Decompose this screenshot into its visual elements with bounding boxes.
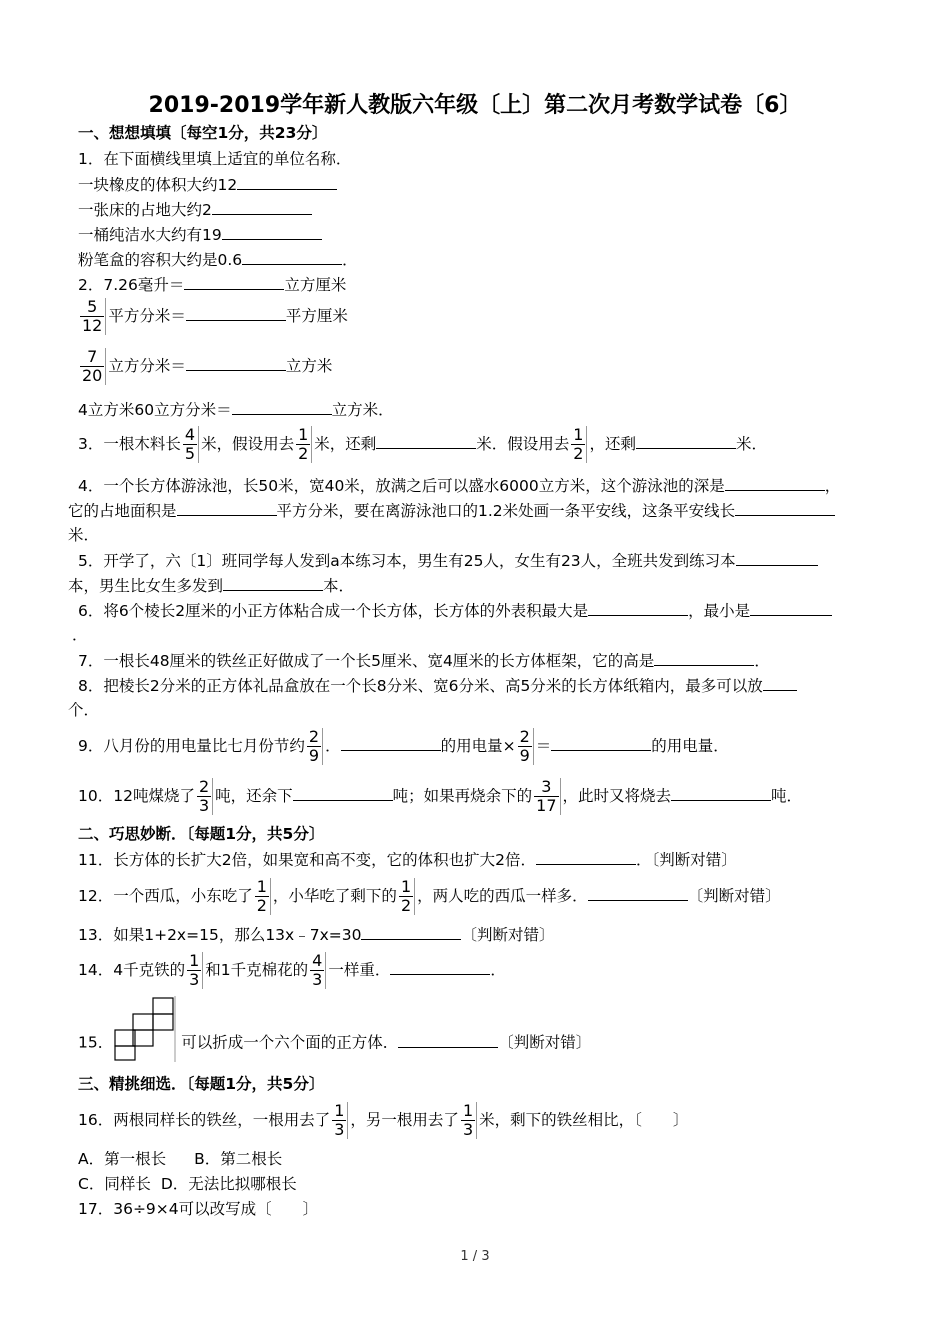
q16-options-ab: [78, 1148, 282, 1170]
q4-line2: 它的占地面积是 平方分米，要在离游泳池口的1.2米处画一条平安线，这条平安线长: [68, 499, 835, 522]
fraction: $\frac{5}{12}$: [80, 298, 106, 335]
answer-blank[interactable]: [184, 273, 284, 290]
q1b: 一张床的占地大约2: [78, 198, 312, 221]
q11: 11．长方体的长扩大2倍，如果宽和高不变，它的体积也扩大2倍． ．〔判断对错〕: [78, 848, 737, 871]
answer-blank[interactable]: [186, 354, 286, 371]
section-1-heading: 一、想想填填〔每空1分，共23分〕: [78, 124, 328, 142]
q1-text: 1．在下面横线里填上适宜的单位名称．: [78, 150, 352, 168]
answer-blank[interactable]: [376, 432, 476, 449]
q6: 6．将6个棱长2厘米的小正方体粘合成一个长方体，长方体的外表积最大是 ，最小是: [78, 599, 832, 622]
answer-blank[interactable]: [725, 474, 825, 491]
answer-blank[interactable]: [671, 784, 771, 801]
answer-blank[interactable]: [293, 784, 393, 801]
page-title: 2019-2019学年新人教版六年级〔上〕第二次月考数学试卷〔6〕: [148, 93, 802, 118]
q1a: 一块橡皮的体积大约12: [78, 173, 337, 196]
q8-line1: 8．把棱长2分米的正方体礼品盒放在一个长8分米、宽6分米、高5分米的长方体纸箱内，最多可以放: [78, 674, 797, 697]
option-d[interactable]: D．无法比拟哪根长: [160, 1175, 297, 1193]
q6-end: ．: [72, 626, 88, 644]
option-a[interactable]: A．第一根长: [78, 1150, 167, 1168]
fraction: $\frac{2}{9}$: [518, 728, 534, 765]
q2b: $\frac{5}{12}$ 平方分米＝ 平方厘米: [82, 297, 348, 335]
q9: 9．八月份的用电量比七月份节约 $\frac{2}{9}$ ． 的用电量× $\frac{2}{9}$ ＝ 的用电量．: [78, 727, 729, 765]
q16: 16．两根同样长的铁丝，一根用去了 $\frac{1}{3}$ ，另一根用去了 $\frac{1}{3}$ 米，剩下的铁丝相比，〔 〕: [78, 1101, 689, 1139]
answer-blank[interactable]: [390, 958, 490, 975]
q7: 7．一根长48厘米的铁丝正好做成了一个长5厘米、宽4厘米的长方体框架，它的高是 ．: [78, 649, 770, 672]
q16-options-cd: [78, 1173, 297, 1195]
fraction: $\frac{4}{3}$: [310, 952, 326, 989]
answer-blank[interactable]: [551, 734, 651, 751]
fraction: $\frac{1}{3}$: [332, 1102, 348, 1139]
fraction: $\frac{2}{9}$: [307, 728, 323, 765]
answer-blank[interactable]: [654, 649, 754, 666]
fraction: $\frac{1}{3}$: [187, 952, 203, 989]
section-2-heading: 二、巧思妙断．〔每题1分，共5分〕: [78, 825, 325, 843]
answer-blank[interactable]: [588, 884, 688, 901]
option-c[interactable]: C．同样长: [78, 1175, 151, 1193]
q4-line1: 4．一个长方体游泳池，长50米，宽40米，放满之后可以盛水6000立方米，这个游泳池的深是 ，: [78, 474, 840, 497]
q5-line1: 5．开学了，六〔1〕班同学每人发到a本练习本，男生有25人，女生有23人，全班共发到练习本: [78, 549, 818, 572]
answer-blank[interactable]: [736, 549, 818, 566]
section-3-heading: 三、精挑细选．〔每题1分，共5分〕: [78, 1075, 325, 1093]
q3: 3．一根木料长 $\frac{4}{5}$ 米，假设用去 $\frac{1}{2}$ 米，还剩 米．假设用去 $\frac{1}{2}$ ，还剩 米．: [78, 425, 768, 463]
q2a: 2．7.26毫升＝ 立方厘米: [78, 273, 346, 296]
answer-blank[interactable]: [536, 848, 636, 865]
fraction: $\frac{1}{2}$: [296, 426, 312, 463]
answer-blank[interactable]: [750, 599, 832, 616]
q4-line3: 米．: [68, 526, 100, 544]
fraction: $\frac{1}{3}$: [461, 1102, 477, 1139]
answer-blank[interactable]: [636, 432, 736, 449]
answer-blank[interactable]: [223, 574, 323, 591]
answer-blank[interactable]: [361, 923, 461, 940]
q10: 10．12吨煤烧了 $\frac{2}{3}$ 吨，还余下 吨；如果再烧余下的 $\frac{3}{17}$ ，此时又将烧去 吨．: [78, 777, 803, 815]
q17: 17．36÷9×4可以改写成〔 〕: [78, 1200, 319, 1218]
q13: 13．如果1+2x=15，那么13x﹣7x=30 〔判断对错〕: [78, 923, 554, 946]
fraction: $\frac{1}{2}$: [571, 426, 587, 463]
fraction: $\frac{1}{2}$: [255, 878, 271, 915]
fraction: $\frac{2}{3}$: [197, 778, 213, 815]
fraction: $\frac{4}{5}$: [183, 426, 199, 463]
q14: 14．4千克铁的 $\frac{1}{3}$ 和1千克棉花的 $\frac{4}{3}$ 一样重． ．: [78, 951, 506, 989]
answer-blank[interactable]: [232, 398, 332, 415]
answer-blank[interactable]: [588, 599, 688, 616]
q15: 15． 可以折成一个六个面的正方体． 〔判断对错〕: [78, 996, 591, 1090]
answer-blank[interactable]: [242, 248, 342, 265]
page-number: 1 / 3: [460, 1249, 490, 1264]
answer-blank[interactable]: [763, 674, 797, 691]
answer-blank[interactable]: [186, 304, 286, 321]
q1c: 一桶纯洁水大约有19: [78, 223, 322, 246]
option-b[interactable]: B．第二根长: [194, 1150, 283, 1168]
answer-blank[interactable]: [177, 499, 277, 516]
fraction: $\frac{7}{20}$: [80, 348, 106, 385]
fraction: $\frac{1}{2}$: [399, 878, 415, 915]
answer-blank[interactable]: [735, 499, 835, 516]
answer-blank[interactable]: [398, 1031, 498, 1048]
q2d: 4立方米60立方分米＝ 立方米．: [78, 398, 394, 421]
q5-line2: 本，男生比女生多发到 本．: [68, 574, 354, 597]
answer-blank[interactable]: [212, 198, 312, 215]
q12: 12．一个西瓜，小东吃了 $\frac{1}{2}$ ，小华吃了剩下的 $\frac{1}{2}$ ，两人吃的西瓜一样多． 〔判断对错〕: [78, 877, 781, 915]
q2c: $\frac{7}{20}$ 立方分米＝ 立方米: [82, 347, 333, 385]
fraction: $\frac{3}{17}$: [534, 778, 560, 815]
answer-blank[interactable]: [341, 734, 441, 751]
q1d: 粉笔盒的容积大约是0.6 ．: [78, 248, 358, 271]
answer-blank[interactable]: [237, 173, 337, 190]
q8-line2: 个．: [68, 701, 100, 719]
answer-blank[interactable]: [222, 223, 322, 240]
